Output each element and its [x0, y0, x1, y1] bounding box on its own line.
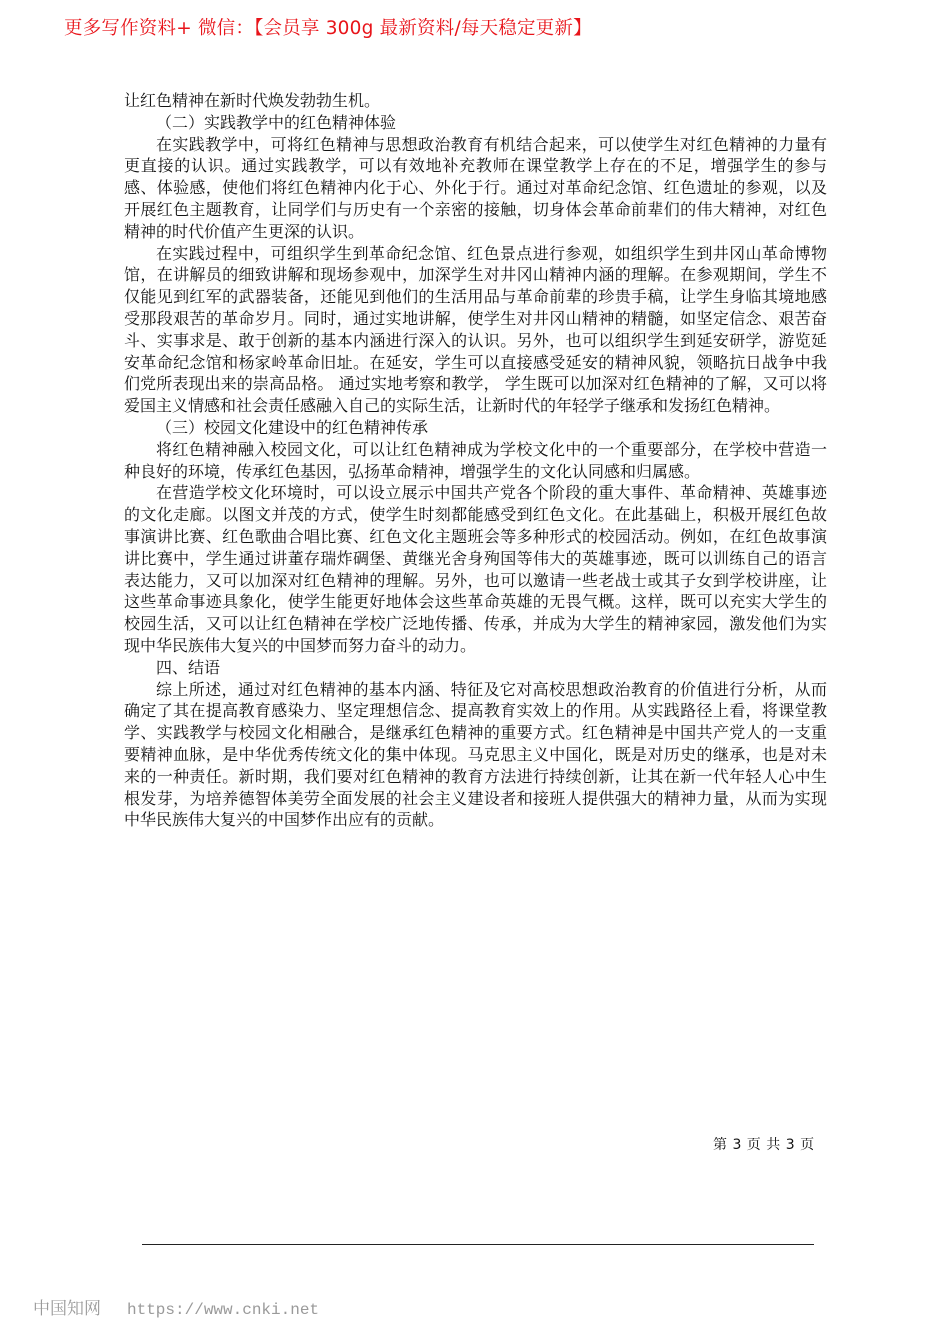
section-heading-campus-culture: （三）校园文化建设中的红色精神传承	[156, 417, 429, 437]
paragraph: 在实践过程中，可组织学生到革命纪念馆、红色景点进行参观，如组织学生到井冈山革命博物馆，在讲解员的细致讲解和现场参观中，加深学生对井冈山精神内涵的理解。在参观期间，学生不仅能见到红军的武器装备，还能见到他们的生活用品与革命前辈的珍贵手稿，让学生身临其境地感受那段艰苦的革命岁月。同时，通过实地讲解，使学生对井冈山精神的精髓，如坚定信念、艰苦奋斗、实事求是、敢于创新的基本内涵进行深入的认识。另外，也可以组织学生到延安研学，游览延安革命纪念馆和杨家岭革命旧址。在延安，学生可以直接感受延安的精神风貌，领略抗日战争中我们党所表现出来的崇高品格。 通过实地考察和教学， 学生既可以加深对红色精神的了解，又可以将爱国主义情感和社会责任感融入自己的实际生活，让新时代的年轻学子继承和发扬红色精神。	[124, 243, 827, 416]
paragraph: 在营造学校文化环境时，可以设立展示中国共产党各个阶段的重大事件、革命精神、英雄事迹的文化走廊。以图文并茂的方式，使学生时刻都能感受到红色文化。在此基础上，积极开展红色故事演讲比赛、红色歌曲合唱比赛、红色文化主题班会等多种形式的校园活动。例如，在红色故事演讲比赛中，学生通过讲董存瑞炸碉堡、黄继光舍身殉国等伟大的英雄事迹，既可以训练自己的语言表达能力，又可以加深对红色精神的理解。另外，也可以邀请一些老战士或其子女到学校讲座，让这些革命事迹具象化，使学生能更好地体会这些革命英雄的无畏气概。这样，既可以充实大学生的校园生活，又可以让红色精神在学校广泛地传播、传承，并成为大学生的精神家园，激发他们为实现中华民族伟大复兴的中国梦而努力奋斗的动力。	[124, 483, 827, 655]
source-url: https://www.cnki.net	[127, 1301, 320, 1319]
source-site-name: 中国知网	[33, 1299, 101, 1319]
paragraph: 综上所述，通过对红色精神的基本内涵、特征及它对高校思想政治教育的价值进行分析，从而确定了其在提高教育感染力、坚定理想信念、提高教育实效上的作用。从实践路径上看，将课堂教学、实践教学与校园文化相融合，是继承红色精神的重要方式。红色精神是中国共产党人的一支重要精神血脉，是中华优秀传统文化的集中体现。马克思主义中国化，既是对历史的继承，也是对未来的一种责任。新时期，我们要对红色精神的教育方法进行持续创新，让其在新一代年轻人心中生根发芽，为培养德智体美劳全面发展的社会主义建设者和接班人提供强大的精神力量，从而为实现中华民族伟大复兴的中国梦作出应有的贡献。	[124, 679, 827, 830]
section-heading-conclusion: 四、结语	[156, 657, 221, 677]
footer-divider	[142, 1244, 814, 1245]
paragraph: 在实践教学中，可将红色精神与思想政治教育有机结合起来，可以使学生对红色精神的力量有更直接的认识。通过实践教学，可以有效地补充教师在课堂教学上存在的不足，增强学生的参与感、体验感，使他们将红色精神内化于心、外化于行。通过对革命纪念馆、红色遗址的参观，以及开展红色主题教育，让同学们与历史有一个亲密的接触，切身体会革命前辈们的伟大精神，对红色精神的时代价值产生更深的认识。	[124, 134, 827, 241]
document-body	[124, 90, 827, 831]
promo-banner: 更多写作资料+ 微信：【会员享 300g 最新资料/每天稳定更新】	[64, 18, 592, 39]
section-heading-practice-teaching: （二）实践教学中的红色精神体验	[156, 112, 397, 132]
paragraph: 将红色精神融入校园文化，可以让红色精神成为学校文化中的一个重要部分，在学校中营造一种良好的环境，传承红色基因，弘扬革命精神，增强学生的文化认同感和归属感。	[124, 439, 827, 481]
source-watermark	[33, 1294, 319, 1319]
paragraph-continuation: 让红色精神在新时代焕发勃勃生机。	[124, 91, 381, 110]
page-number: 第 3 页 共 3 页	[713, 1137, 815, 1153]
